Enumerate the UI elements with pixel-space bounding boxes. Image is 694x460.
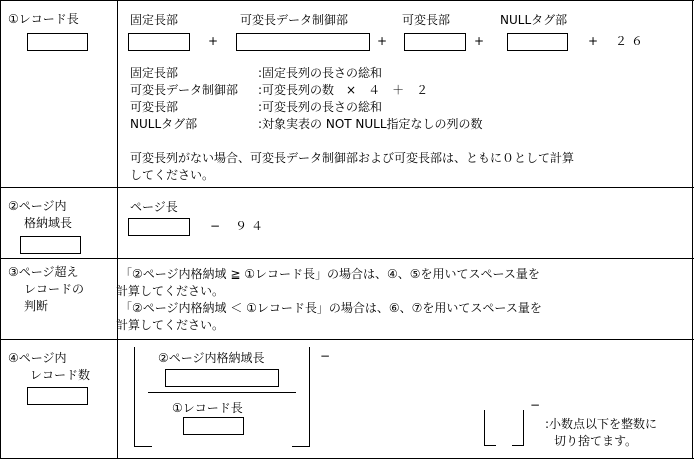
floor-small-right (523, 410, 524, 446)
floor-small-right-foot (512, 445, 524, 446)
floor-bracket-left (134, 347, 135, 447)
floor-bracket-right-foot (292, 446, 310, 447)
def-term-variable: 可変長部 (130, 100, 179, 114)
denominator-box[interactable] (183, 417, 244, 435)
row-divider-2 (0, 258, 694, 259)
floor-small-left-foot (484, 445, 496, 446)
records-per-page-value-box[interactable] (27, 387, 88, 405)
numerator-label: ②ページ内格納域長 (158, 351, 265, 365)
term-variable-control: 可変長データ制御部 (240, 13, 349, 27)
minus-operator: − (210, 219, 221, 233)
numerator-box[interactable] (165, 369, 279, 387)
row-divider-1 (0, 187, 694, 188)
def-desc-variable-control: :可変長列の数 × ４ ＋ ２ (258, 83, 429, 97)
def-term-variable-control: 可変長データ制御部 (130, 83, 239, 97)
record-length-value-box[interactable] (27, 33, 88, 51)
constant-26: ２６ (615, 34, 648, 48)
term-null-tag: NULLタグ部 (500, 13, 568, 27)
def-desc-variable: :可変長列の長さの総和 (258, 100, 383, 114)
overflow-line-3: 「②ページ内格納域 ＜ ①レコード長」の場合は、⑥、⑦を用いてスペース量を (120, 301, 542, 315)
variable-control-box[interactable] (236, 33, 370, 51)
row-label-records-per-page-2: レコード数 (30, 368, 91, 382)
constant-94: ９４ (235, 219, 268, 233)
page-length-box[interactable] (128, 218, 190, 236)
table-border-bottom (0, 458, 694, 459)
minus-operator: − (530, 398, 541, 412)
row-label-page-storage-1: ②ページ内 (8, 199, 67, 213)
plus-operator: + (474, 34, 485, 48)
row-label-overflow-3: 判断 (24, 299, 49, 313)
plus-operator: + (377, 34, 388, 48)
term-fixed-length: 固定長部 (130, 13, 179, 27)
fraction-bar (148, 392, 296, 393)
table-border-top (0, 0, 694, 1)
def-desc-fixed: :固定長列の長さの総和 (258, 66, 383, 80)
floor-note-line-1: :小数点以下を整数に (545, 417, 658, 431)
minus-operator: − (320, 349, 331, 363)
def-term-fixed: 固定長部 (130, 66, 179, 80)
row-label-overflow-2: レコードの (24, 282, 85, 296)
floor-bracket-right (309, 347, 310, 447)
variable-length-box[interactable] (404, 33, 466, 51)
row-label-overflow-1: ③ページ超え (8, 265, 79, 279)
note-line-1: 可変長列がない場合、可変長データ制御部および可変長部は、ともに０として計算 (130, 151, 575, 165)
row-divider-3 (0, 339, 694, 340)
term-variable-length: 可変長部 (402, 13, 451, 27)
row-label-page-storage-2: 格納域長 (24, 216, 73, 230)
table-border-right (692, 0, 693, 459)
floor-note-line-2: 切り捨てます。 (554, 434, 638, 448)
denominator-label: ①レコード長 (172, 401, 243, 415)
plus-operator: + (588, 34, 599, 48)
plus-operator: + (208, 34, 219, 48)
overflow-line-1: 「②ページ内格納域 ≧ ①レコード長」の場合は、④、⑤を用いてスペース量を (120, 267, 540, 281)
floor-small-left (484, 410, 485, 446)
page-storage-value-box[interactable] (20, 236, 81, 254)
term-page-length: ページ長 (130, 200, 178, 214)
null-tag-box[interactable] (507, 33, 568, 51)
column-divider (117, 0, 118, 459)
overflow-line-2: 計算してください。 (116, 284, 225, 298)
def-term-null-tag: NULLタグ部 (130, 117, 198, 131)
def-desc-null-tag: :対象実表の NOT NULL指定なしの列の数 (258, 117, 483, 131)
row-label-records-per-page-1: ④ページ内 (8, 351, 67, 365)
row-label-record-length: ①レコード長 (8, 12, 79, 26)
note-line-2: してください。 (130, 168, 215, 182)
floor-bracket-left-foot (134, 446, 152, 447)
overflow-line-4: 計算してください。 (116, 318, 225, 332)
fixed-length-box[interactable] (128, 33, 190, 51)
table-border-left (0, 0, 1, 459)
